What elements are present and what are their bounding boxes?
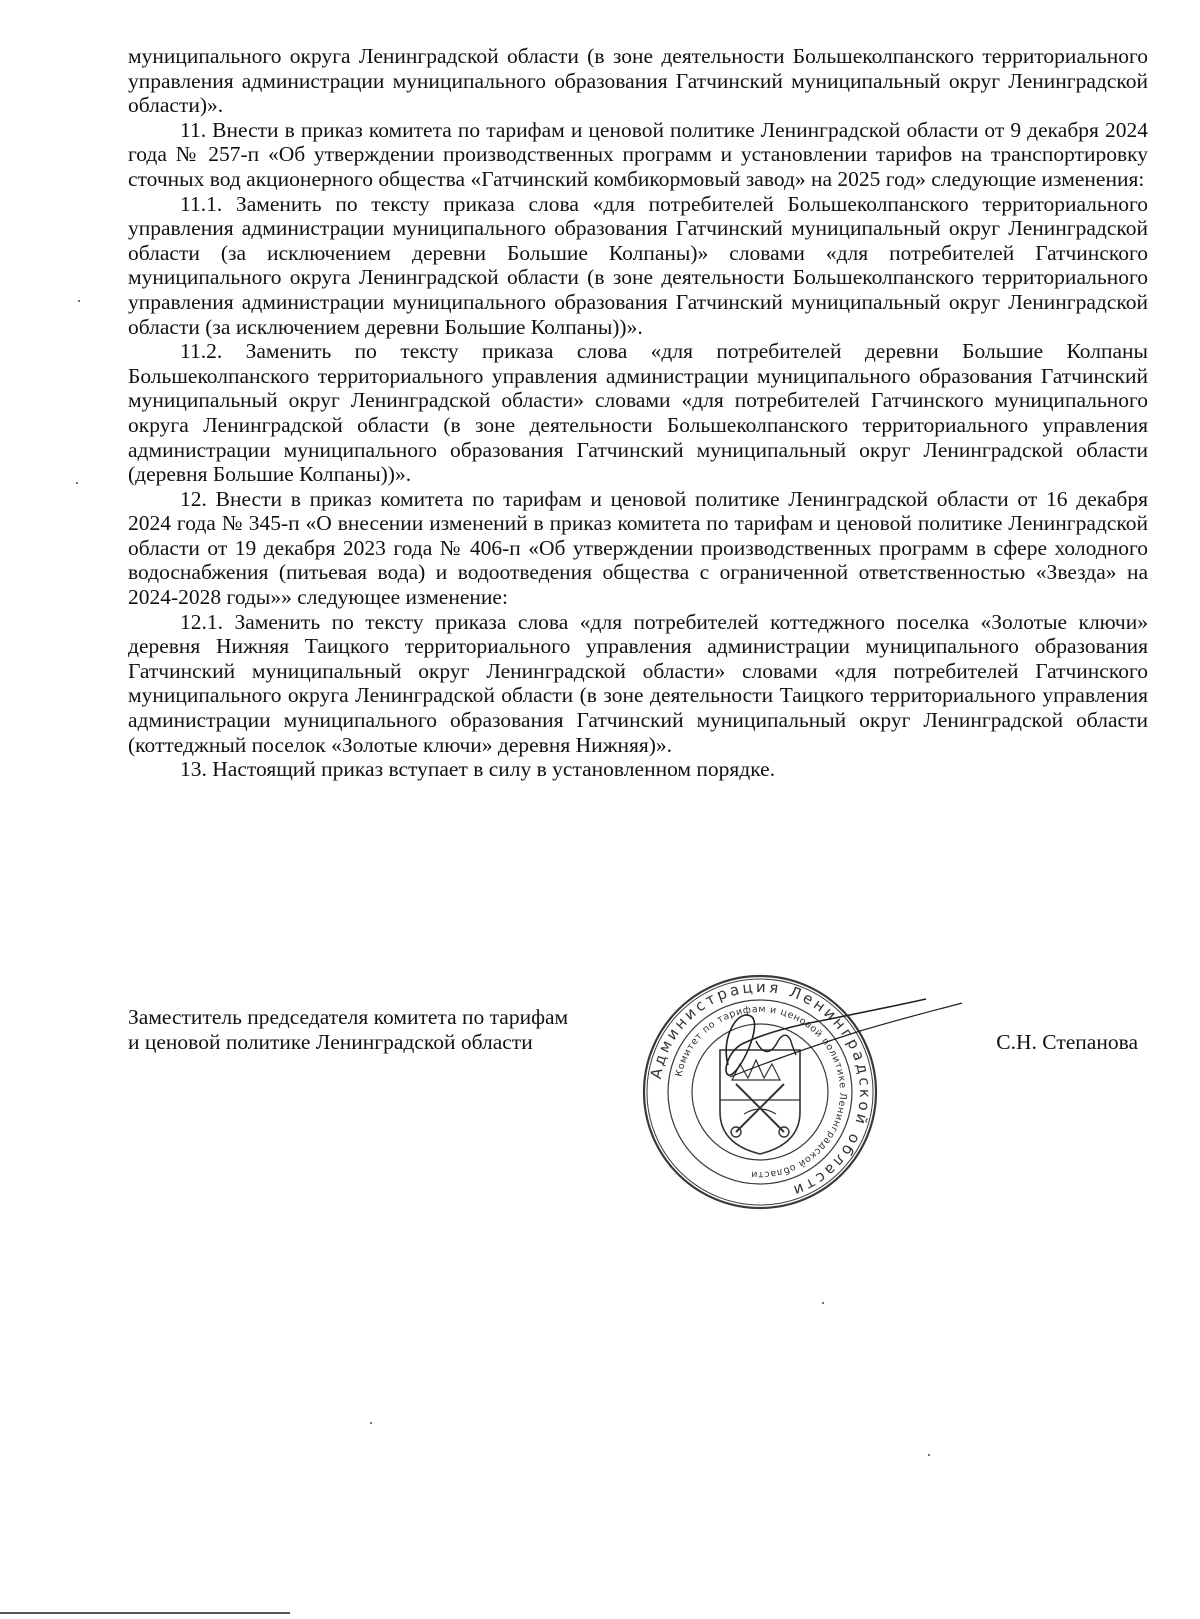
paragraph-12: 12. Внести в приказ комитета по тарифам и ценовой политике Ленинградской области от 16 декабря 2024 года № 345-п «О внесении изменений в приказ комитета по тарифам и ценовой политике Ленинградской области от 19 декабря 2023 года № 406-п «Об утверждении производственных программ в сфере холодного водоснабжения (питьевая вода) и водоотведения общества с ограниченной ответственностью «Звезда» на 2024-2028 годы»» следующее изменение: [128, 486, 1148, 610]
scan-speck [78, 300, 80, 302]
signatory-position-line-2: и ценовой политике Ленинградской области [128, 1029, 533, 1054]
signatory-name: С.Н. Степанова [996, 1030, 1138, 1054]
scan-speck [76, 482, 78, 484]
document-body [128, 44, 1148, 782]
footer-rule [0, 1612, 290, 1614]
seal-inner-text: Комитет по тарифам и ценовой политике Ленинградской области [673, 1003, 849, 1181]
paragraph-12-1: 12.1. Заменить по тексту приказа слова «для потребителей коттеджного поселка «Золотые ключи» деревня Нижняя Таицкого территориального управления администрации муниципального образования Гатчинский муниципальный округ Ленинградской области» словами «для потребителей Гатчинского муниципального округа Ленинградской области (в зоне деятельности Таицкого территориального управления администрации муниципального образования Гатчинский муниципальный округ Ленинградской области (коттеджный поселок «Золотые ключи» деревня Нижняя)». [128, 609, 1148, 757]
paragraph-13: 13. Настоящий приказ вступает в силу в установленном порядке. [180, 757, 776, 782]
handwritten-signature [700, 995, 970, 1105]
paragraph-11: 11. Внести в приказ комитета по тарифам и ценовой политике Ленинградской области от 9 декабря 2024 года № 257-п «Об утверждении производственных программ и установлении тарифов на транспортировку сточных вод акционерного общества «Гатчинский комбикормовый завод» на 2025 год» следующие изменения: [128, 117, 1148, 191]
paragraph-continuation: муниципального округа Ленинградской области (в зоне деятельности Большеколпанского территориального управления администрации муниципального образования Гатчинский муниципальный округ Ленинградской области)». [128, 44, 1148, 118]
paragraph-11-1: 11.1. Заменить по тексту приказа слова «для потребителей Большеколпанского территориального управления администрации муниципального образования Гатчинский муниципальный округ Ленинградской области (за исключением деревни Большие Колпаны)» словами «для потребителей Гатчинского муниципального округа Ленинградской области (в зоне деятельности Большеколпанского территориального управления администрации муниципального образования Гатчинский муниципальный округ Ленинградской области (за исключением деревни Большие Колпаны))». [128, 191, 1148, 339]
scan-speck [370, 1422, 372, 1424]
signatory-position-line-1: Заместитель председателя комитета по тарифам [128, 1005, 569, 1029]
paragraph-11-2: 11.2. Заменить по тексту приказа слова «для потребителей деревни Большие Колпаны Большеколпанского территориального управления администрации муниципального образования Гатчинский муниципальный округ Ленинградской области» словами «для потребителей Гатчинского муниципального округа Ленинградской области (в зоне деятельности Большеколпанского территориального управления администрации муниципального образования Гатчинский муниципальный округ Ленинградской области (деревня Большие Колпаны))». [128, 339, 1148, 487]
scan-speck [928, 1454, 930, 1456]
signatory-position [128, 1005, 648, 1054]
seal-outer-text: Администрация Ленинградской области [646, 977, 875, 1201]
scan-speck [822, 1302, 824, 1304]
